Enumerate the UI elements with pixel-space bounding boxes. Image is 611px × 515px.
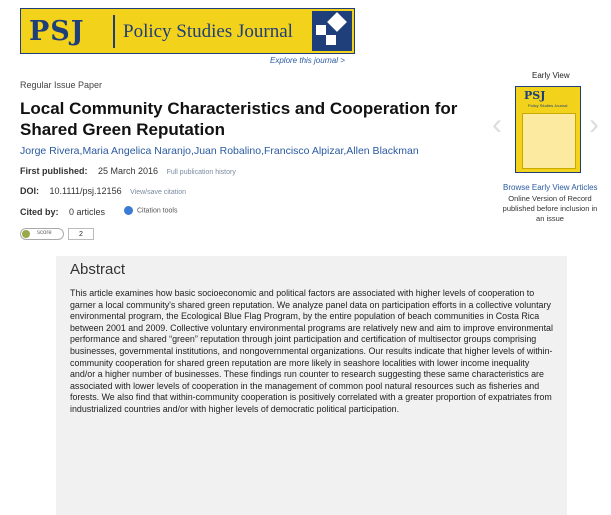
issue-type: Regular Issue Paper — [20, 80, 103, 90]
citation-tools-label: Citation tools — [137, 207, 178, 215]
author-link[interactable]: Francisco Alpizar — [264, 145, 344, 157]
abstract-text: This article examines how basic socioeconomic and political factors are associated with higher levels of cooperation to garner a local community's shared green reputation. We analyze panel data on participation efforts in a collective voluntary environmental program, the Ecological Blue Flag Program, by the entire population of beach communities in Costa Rica between 2001 and 2009. Collective voluntary environmental programs are relatively new and aim to improve environmental performance and shared “green” reputation through joint participation and certification of multisector groups comprising businesses, governmental institutions, and nongovernmental organizations. Our results indicate that higher levels of within-community cooperation for shared green reputation are more likely in seashore localities with lower income inequality and/or a higher number of businesses. These findings run counter to research suggesting these same characteristics are associated with lower levels of cooperation in the management of common pool natural resources such as fisheries and forests. We also find that within-community cooperation is positively correlated with a greater proportion of expatriates from industrialized countries and/or with higher levels of democratic political participation. — [70, 288, 553, 414]
altmetric-icon — [22, 230, 30, 238]
explore-journal-link[interactable]: Explore this journal > — [270, 56, 345, 65]
cover-name: Policy Studies Journal — [528, 103, 568, 108]
doi-label: DOI: — [20, 186, 39, 196]
doi-value[interactable]: 10.1111/psj.12156 — [49, 186, 122, 196]
banner-divider — [113, 15, 115, 48]
author-link[interactable]: Jorge Rivera — [20, 145, 80, 157]
gear-icon — [124, 206, 133, 215]
publication-history-link[interactable]: Full publication history — [166, 169, 236, 176]
cover-abbr: PSJ — [524, 89, 546, 102]
view-citation-link[interactable]: View/save citation — [130, 189, 186, 196]
altmetric-label: score — [37, 230, 52, 236]
browse-early-view-link[interactable]: Browse Early View Articles — [503, 183, 598, 192]
early-view-label: Early View — [532, 71, 570, 80]
abstract-section — [56, 256, 567, 515]
altmetric-score: 2 — [68, 228, 94, 240]
author-link[interactable]: Maria Angelica Naranjo — [82, 145, 192, 157]
journal-abbr: PSJ — [29, 16, 85, 47]
cited-by-count: 0 articles — [69, 207, 106, 217]
author-list: Jorge Rivera,Maria Angelica Naranjo,Juan Robalino,Francisco Alpizar,Allen Blackman — [20, 145, 419, 157]
altmetric-badge[interactable] — [20, 228, 64, 240]
first-published-row — [20, 166, 236, 176]
article-title: Local Community Characteristics and Cooperation for Shared Green Reputation — [20, 99, 458, 139]
cited-by-label: Cited by: — [20, 207, 59, 217]
author-link[interactable]: Juan Robalino — [193, 145, 262, 157]
doi-row — [20, 186, 186, 196]
cover-panel — [522, 113, 576, 169]
chevron-right-icon[interactable]: › — [589, 108, 599, 141]
journal-name: Policy Studies Journal — [123, 21, 293, 42]
citation-tools-button[interactable] — [124, 206, 177, 215]
publisher-logo-icon — [312, 11, 352, 51]
journal-cover[interactable] — [515, 86, 581, 173]
cited-by-row — [20, 207, 105, 217]
author-link[interactable]: Allen Blackman — [346, 145, 419, 157]
first-published-date: 25 March 2016 — [98, 166, 159, 176]
journal-banner[interactable] — [20, 8, 355, 54]
first-published-label: First published: — [20, 166, 88, 176]
chevron-left-icon[interactable]: ‹ — [492, 108, 502, 141]
abstract-heading: Abstract — [70, 261, 126, 278]
version-of-record-note: Online Version of Record published before inclusion in an issue — [502, 194, 598, 223]
